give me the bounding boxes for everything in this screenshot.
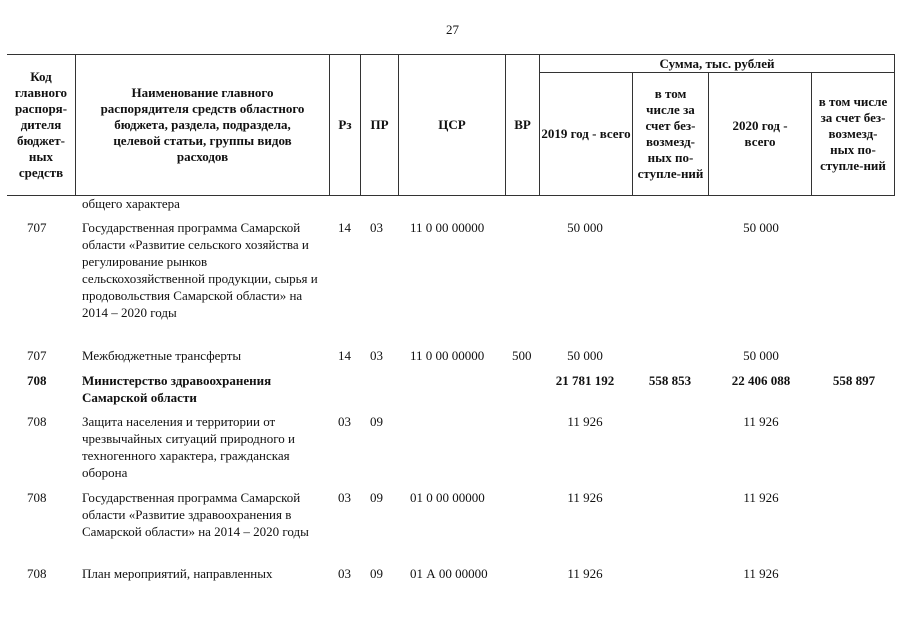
row-name: План мероприятий, направленных (82, 566, 273, 581)
row-2020-total: 11 926 (743, 566, 779, 581)
header-2019-total: 2019 год - всего (539, 73, 632, 195)
header-2020-total: 2020 год - всего (708, 73, 811, 195)
row-2019-total: 50 000 (567, 348, 603, 363)
row-pr: 09 (370, 566, 383, 581)
row-rz: 14 (338, 220, 351, 235)
row-code: 708 (27, 490, 47, 505)
row-name: Межбюджетные трансферты (82, 348, 242, 363)
row-name: Министерство здравоохранения Самарской области (82, 373, 272, 405)
header-sum-group: Сумма, тыс. рублей (539, 55, 895, 73)
row-2019-total: 11 926 (567, 566, 603, 581)
row-code: 708 (27, 373, 47, 388)
row-name: общего характера (82, 196, 180, 211)
header-rz: Рз (329, 55, 360, 195)
row-2019-total: 21 781 192 (555, 373, 615, 388)
row-csr: 01 0 00 00000 (410, 490, 485, 505)
row-2020-total: 11 926 (743, 414, 779, 429)
row-2019-total: 11 926 (567, 490, 603, 505)
row-pr: 03 (370, 348, 383, 363)
header-name: Наименование главного распорядителя средств областного бюджета, раздела, подраздела, целевой статьи, группы видов расходов (75, 55, 329, 195)
row-pr: 03 (370, 220, 383, 235)
header-vr: ВР (505, 55, 539, 195)
header-code: Код главного распоря-дителя бюджет-ных средств (14, 69, 68, 180)
header-pr: ПР (360, 55, 398, 195)
row-2020-total: 22 406 088 (731, 373, 791, 388)
row-2019-free: 558 853 (648, 373, 692, 388)
row-code: 707 (27, 348, 47, 363)
row-2019-total: 50 000 (567, 220, 603, 235)
header-2019-free: в том числе за счет без-возмезд-ных по-ступле-ний (632, 73, 708, 195)
row-2020-total: 50 000 (743, 348, 779, 363)
row-vr: 500 (512, 348, 532, 363)
row-rz: 03 (338, 490, 351, 505)
row-pr: 09 (370, 414, 383, 429)
row-name: Государственная программа Самарской области «Развитие здравоохранения в Самарской области» на 2014 – 2020 годы (82, 490, 309, 539)
row-pr: 09 (370, 490, 383, 505)
row-code: 707 (27, 220, 47, 235)
row-2019-total: 11 926 (567, 414, 603, 429)
header-csr: ЦСР (398, 55, 505, 195)
row-rz: 03 (338, 566, 351, 581)
row-rz: 03 (338, 414, 351, 429)
row-csr: 11 0 00 00000 (410, 220, 485, 235)
row-2020-total: 50 000 (743, 220, 779, 235)
row-rz: 14 (338, 348, 351, 363)
row-csr: 01 А 00 00000 (410, 566, 488, 581)
row-2020-free: 558 897 (832, 373, 876, 388)
header-2020-free: в том числе за счет без-возмезд-ных по-ступле-ний (811, 73, 895, 195)
table-header (7, 54, 895, 196)
row-code: 708 (27, 566, 47, 581)
row-name: Государственная программа Самарской области «Развитие сельского хозяйства и регулирование рынков сельскохозяйственной продукции, сырья и продовольствия Самарской области» на 2014 – 2020 годы (82, 220, 318, 320)
row-code: 708 (27, 414, 47, 429)
row-name: Защита населения и территории от чрезвычайных ситуаций природного и техногенного характера, гражданская оборона (82, 414, 295, 480)
row-csr: 11 0 00 00000 (410, 348, 485, 363)
page-number: 27 (446, 22, 459, 37)
row-2020-total: 11 926 (743, 490, 779, 505)
